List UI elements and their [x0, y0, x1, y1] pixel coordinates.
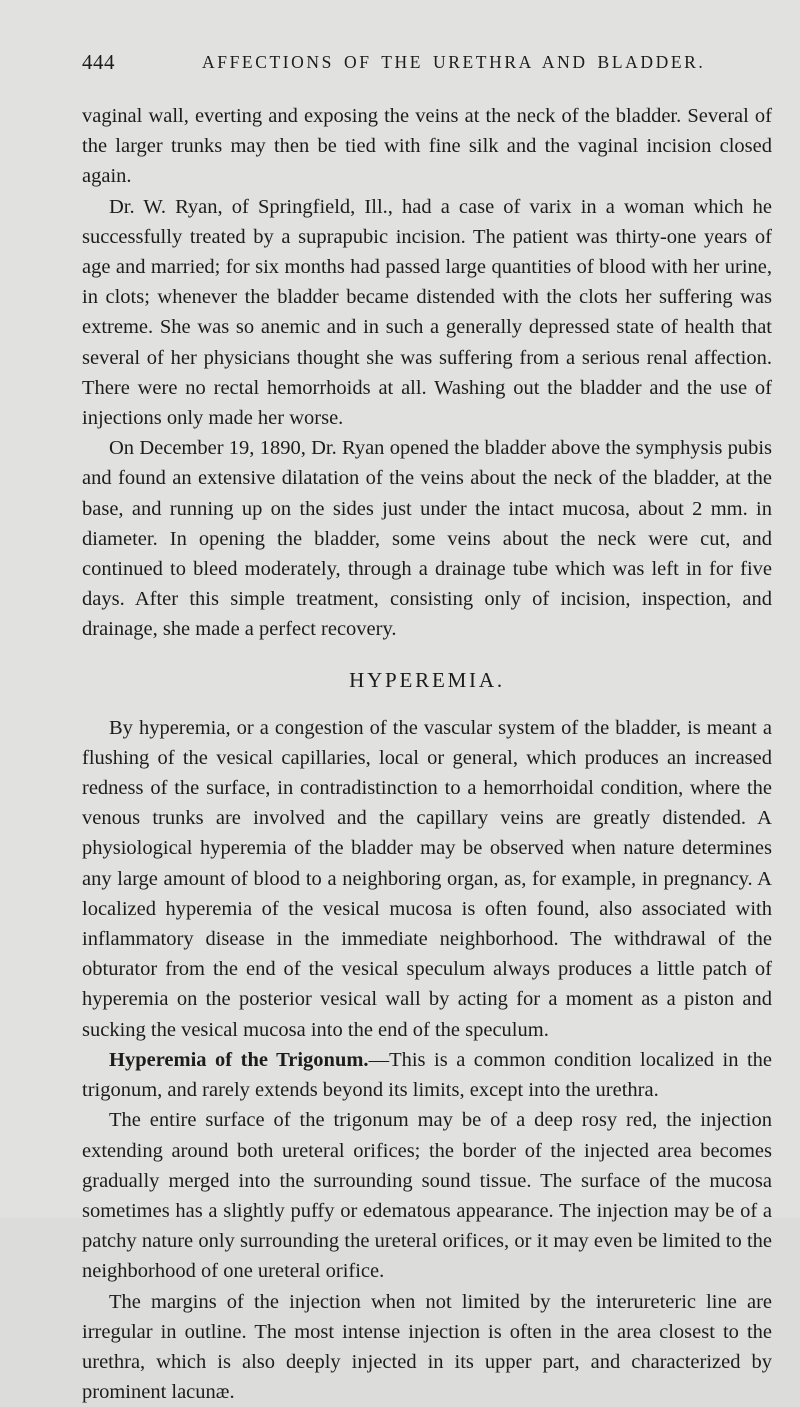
trigonum-text: —This is a common condition localized in the trigonum, and rarely extends beyond its limits, except into the urethra.: [82, 1048, 772, 1102]
body-text: [82, 101, 772, 1407]
section-heading-hyperemia: HYPEREMIA.: [349, 667, 505, 692]
running-title: AFFECTIONS OF THE URETHRA AND BLADDER.: [202, 52, 706, 72]
page-number: 444: [82, 50, 115, 74]
paragraph-vaginal-wall-continuation: vaginal wall, everting and exposing the veins at the neck of the bladder. Several of the larger trunks may then be tied with fine silk and the vaginal incision closed again.: [82, 105, 772, 188]
paragraph-ryan-case: Dr. W. Ryan, of Springfield, Ill., had a case of varix in a woman which he successfully treated by a suprapubic incision. The patient was thirty-one years of age and married; for six months had passed large quantities of blood with her urine, in clots; whenever the bladder became distended with the clots her suffering was extreme. She was so anemic and in such a generally depressed state of health that several of her physicians thought she was suffering from a serious renal affection. There were no rectal hemorrhoids at all. Washing out the bladder and the use of injections only made her worse.: [82, 195, 772, 430]
page-header: [82, 50, 772, 74]
paragraph-hyperemia-definition: By hyperemia, or a congestion of the vascular system of the bladder, is meant a flushing of the vesical capillaries, local or general, which produces an increased redness of the surface, in contradistinction to a hemorrhoidal condition, where the venous trunks are involved and the capillary veins are greatly distended. A physiological hyperemia of the bladder may be observed when nature determines any large amount of blood to a neighboring organ, as, for example, in pregnancy. A localized hyperemia of the vesical mucosa is often found, also associated with inflammatory disease in the immediate neighborhood. The withdrawal of the obturator from the end of the vesical speculum always produces a little patch of hyperemia on the posterior vesical wall by acting for a moment as a piston and sucking the vesical mucosa into the end of the speculum.: [82, 716, 772, 1041]
paragraph-ryan-operation: On December 19, 1890, Dr. Ryan opened the bladder above the symphysis pubis and found an extensive dilatation of the veins about the neck of the bladder, at the base, and running up on the sides just under the intact mucosa, about 2 mm. in diameter. In opening the bladder, some veins about the neck were cut, and continued to bleed moderately, through a drainage tube which was left in for five days. After this simple treatment, consisting only of incision, inspection, and drainage, she made a perfect recovery.: [82, 437, 772, 641]
paragraph-trigonum: [82, 1045, 772, 1105]
paragraph-injection-margins: The margins of the injection when not limited by the interureteric line are irregular in outline. The most intense injection is often in the area closest to the urethra, which is also deeply injected in its upper part, and characterized by prominent lacunæ.: [82, 1290, 772, 1404]
paragraph-trigonum-surface: The entire surface of the trigonum may be of a deep rosy red, the injection extending around both ureteral orifices; the border of the injected area becomes gradually merged into the surrounding sound tissue. The surface of the mucosa sometimes has a slightly puffy or edematous appearance. The injection may be of a patchy nature only surrounding the ureteral orifices, or it may even be limited to the neighborhood of one ureteral orifice.: [82, 1109, 772, 1283]
runin-heading-trigonum: Hyperemia of the Trigonum.: [109, 1048, 369, 1071]
